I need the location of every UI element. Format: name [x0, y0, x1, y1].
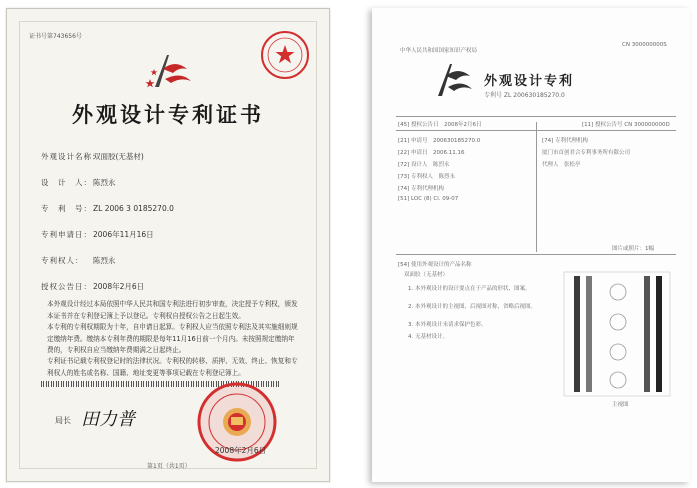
- gazette-column-divider: [536, 122, 537, 252]
- patent-gazette: [372, 8, 690, 482]
- gazette-abstract-header: [54] 使用外观设计的产品名称: [398, 262, 472, 268]
- gazette-rule-top: [396, 116, 676, 117]
- gazette-abstract-2: 2. 本外观设计的主视图、后视图对称，省略后视图。: [408, 304, 536, 310]
- field-patent-number: 专 利 号：ZL 2006 3 0185270.0: [41, 204, 174, 213]
- seal-date: 2008年2月6日: [215, 446, 267, 455]
- field-design-name: 外观设计名称：双面胶(无基材): [41, 152, 144, 161]
- gazette-patent-number: 专利号 ZL 200630185270.0: [484, 92, 565, 99]
- gazette-row-pub-number: [11] 授权公告号 CN 300000000D: [582, 122, 670, 128]
- gazette-row-grant-date: [45] 授权公告日 2008年2月6日: [398, 122, 482, 128]
- gazette-rule-3: [396, 254, 676, 255]
- figure-caption: 主视图: [612, 402, 629, 408]
- body-paragraph-3: 专利证书记载专利权登记时的法律状况。专利权的转移、质押、无效、终止、恢复和专利权人的姓名或名称、国籍、地址变更等事项记载在专利登记簿上。: [47, 357, 298, 377]
- gazette-abstract-3: 3. 本外观设计未请求保护色彩。: [408, 322, 487, 328]
- product-figure: [562, 270, 672, 398]
- gazette-header-left: 中华人民共和国国家知识产权局: [400, 48, 478, 54]
- certificate-page-footer: 第1页（共1页）: [147, 463, 191, 470]
- gazette-agency-label: [74] 专利代理机构: [542, 138, 589, 144]
- director-signature: 田力普: [81, 409, 135, 430]
- certificate-title: 外观设计专利证书: [72, 102, 264, 127]
- gazette-row-app-date: [22] 申请日 2006.11.16: [398, 150, 465, 156]
- gazette-page-info: 图片或照片：1幅: [612, 246, 654, 252]
- field-patentee: 专利权人： 陈烈永: [41, 256, 116, 265]
- gazette-title: 外观设计专利: [484, 74, 575, 89]
- top-seal-icon: [259, 29, 311, 81]
- gazette-row-agency: [74] 专利代理机构: [398, 186, 445, 192]
- body-paragraph-1: 本外观设计经过本局依照中华人民共和国专利法进行初步审查，决定授予专利权，颁发本证书并在专利登记簿上予以登记。专利权自授权公告之日起生效。: [47, 300, 298, 320]
- gazette-abstract-1: 1. 本外观设计的设计要点在于产品的形状、图案。: [408, 286, 531, 292]
- gazette-row-designer: [72] 设计人 陈烈永: [398, 162, 450, 168]
- gazette-agency-name: 厦门市首创君合专利事务所有限公司: [542, 150, 631, 156]
- body-paragraph-2: 本专利的专利权期限为十年，自申请日起算。专利权人应当依照专利法及其实施细则规定缴纳年费。缴纳本专利年费的期限是每年11月16日前一个月内。未按照规定缴纳年费的，专利权自应当缴纳年费期满之日起终止。: [47, 323, 298, 354]
- certificate-serial: 证书号第743656号: [29, 33, 82, 40]
- gazette-row-patentee: [73] 专利权人 陈烈永: [398, 174, 456, 180]
- gazette-abstract-name: 双面胶（无基材）: [404, 272, 449, 278]
- field-grant-date: 授权公告日：2008年2月6日: [41, 282, 145, 291]
- signature-label: 局长: [55, 416, 71, 425]
- gazette-logo-icon: [432, 60, 476, 100]
- patent-certificate: [6, 8, 330, 482]
- field-designer: 设 计 人：陈烈永: [41, 178, 116, 187]
- field-application-date: 专利申请日：2006年11月16日: [41, 230, 154, 239]
- gazette-agent: 代理人 张松亭: [542, 162, 581, 168]
- sipo-logo-icon: [145, 51, 197, 91]
- gazette-abstract-4: 4. 无基材设计。: [408, 334, 448, 340]
- gazette-row-app-number: [21] 申请号 200630185270.0: [398, 138, 481, 144]
- gazette-header-right: CN 300000000S: [622, 42, 667, 48]
- gazette-row-loc: [51] LOC (8) Cl. 09-07: [398, 196, 459, 202]
